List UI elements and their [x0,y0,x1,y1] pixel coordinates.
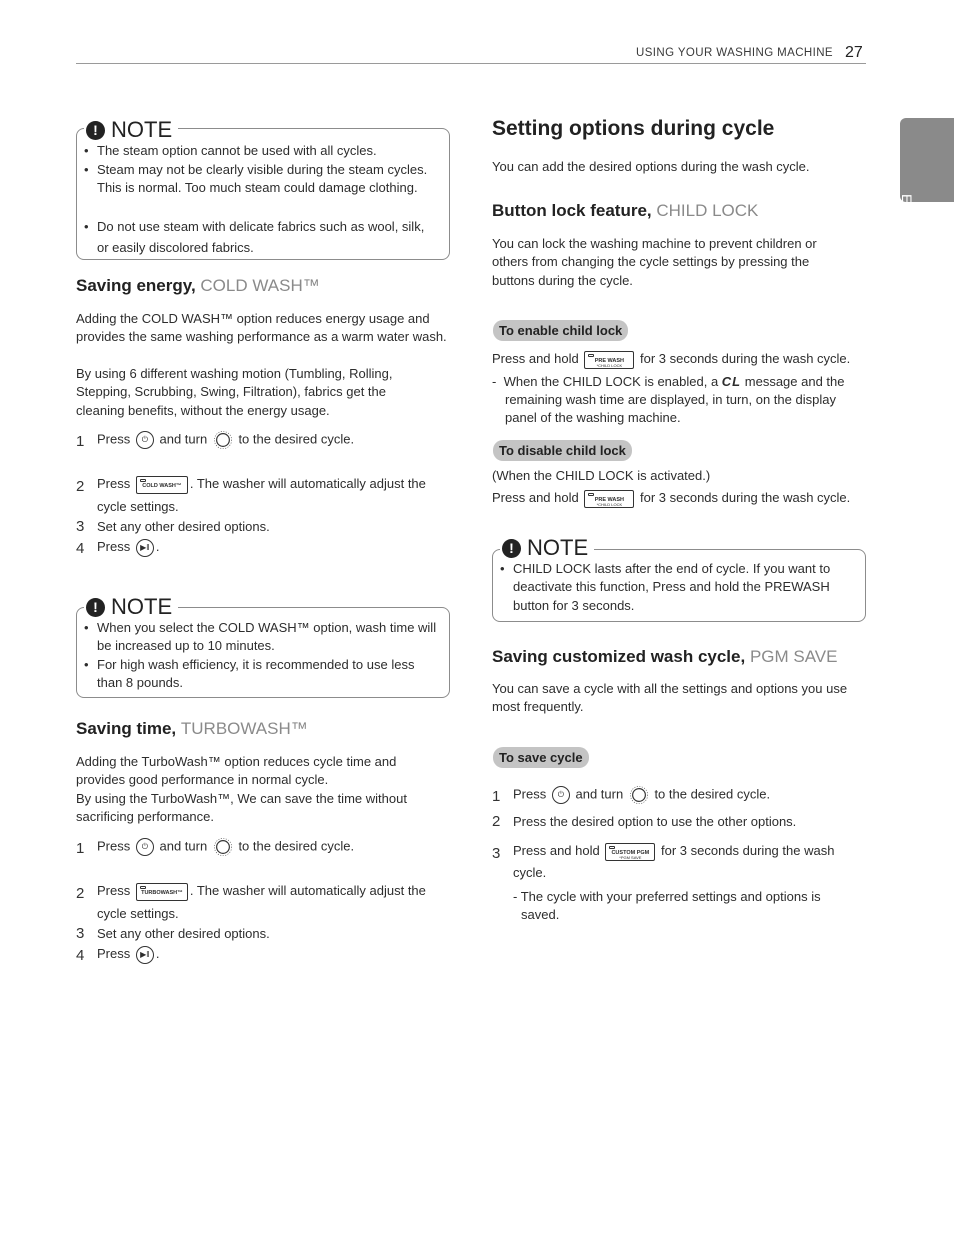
alert-icon: ! [502,539,521,558]
power-button-icon: ⏻ [136,838,154,856]
step-text: Press COLD WASH™ . The washer will automatically adjust the [97,475,426,494]
list-item: • Steam may not be clearly visible during the steam cycles. This is normal. Too much steam could damage clothing. [84,162,428,196]
custom-pgm-button-icon: CUSTOM PGM *PGM SAVE [605,843,655,861]
step-number: 2 [76,478,85,495]
step-text: cycle settings. [97,499,179,514]
section-heading-cold-wash: Saving energy, COLD WASH™ [76,276,320,295]
disable-child-lock-label: To disable child lock [493,440,632,461]
alert-icon: ! [86,598,105,617]
start-pause-icon: ▶‖ [136,539,154,557]
step-number: 3 [76,518,85,535]
list-item: • Do not use steam with delicate fabrics such as wool, silk, or easily discolored fabrics. [84,219,425,255]
prewash-button-icon: PRE WASH *CHILD LOCK [584,490,634,508]
alert-icon: ! [86,121,105,140]
step-text: Press ▶‖ . [97,538,159,557]
cycle-dial-icon [213,837,233,857]
paragraph: You can lock the washing machine to prevent children or others from changing the cycle settings by pressing the buttons during the cycle. [492,236,817,288]
step-text: Press the desired option to use the other options. [513,814,797,829]
paragraph: (When the CHILD LOCK is activated.) [492,468,711,483]
step-text: Press and hold PRE WASH *CHILD LOCK for 3 seconds during the wash cycle. [492,490,851,507]
section-heading-child-lock: Button lock feature, CHILD LOCK [492,201,759,220]
start-pause-icon: ▶‖ [136,946,154,964]
language-tab [899,118,954,270]
page-title: Setting options during cycle [492,117,775,140]
header-rule [76,63,866,64]
power-button-icon: ⏻ [552,786,570,804]
step-number: 2 [76,885,85,902]
step-text: Press and hold PRE WASH *CHILD LOCK for 3 seconds during the wash cycle. [492,351,851,368]
step-text: cycle. [513,865,547,880]
step-number: 4 [76,947,85,964]
step-text: cycle settings. [97,906,179,921]
paragraph: You can add the desired options during the wash cycle. [492,159,810,174]
running-header: USING YOUR WASHING MACHINE [636,47,833,59]
step-number: 1 [76,433,85,450]
step-number: 1 [492,788,501,805]
step-text: Set any other desired options. [97,519,270,534]
list-item: • When you select the COLD WASH™ option, wash time will be increased up to 10 minutes. [84,620,437,654]
list-item: • CHILD LOCK lasts after the end of cycle. If you want to deactivate this function, Press and hold the PREWASH button for 3 seconds. [500,561,831,613]
list-item: • The steam option cannot be used with all cycles. [84,143,377,158]
step-text: Press ▶‖ . [97,945,159,964]
step-text: Press TURBOWASH™ . The washer will automatically adjust the [97,882,426,901]
step-number: 3 [492,845,501,862]
prewash-button-icon: PRE WASH *CHILD LOCK [584,351,634,369]
note-title: ! NOTE [500,536,594,560]
step-text: Press ⏻ and turn to the desired cycle. [97,837,354,857]
page-number: 27 [845,44,863,61]
cycle-dial-icon [629,785,649,805]
section-heading-turbowash: Saving time, TURBOWASH™ [76,719,308,738]
step-number: 2 [492,813,501,830]
step-text: - When the CHILD LOCK is enabled, a CL message and the [492,374,845,389]
cold-wash-button-icon: COLD WASH™ [136,476,188,494]
enable-child-lock-label: To enable child lock [493,320,628,341]
child-lock-symbol: CL [721,374,742,389]
step-text: Press ⏻ and turn to the desired cycle. [513,785,770,805]
step-text: Set any other desired options. [97,926,270,941]
paragraph: By using 6 different washing motion (Tumbling, Rolling, Stepping, Scrubbing, Swing, Filtration), fabrics get the cleaning benefits, without the energy usage. [76,366,393,418]
step-number: 3 [76,925,85,942]
save-cycle-label: To save cycle [493,747,589,768]
power-button-icon: ⏻ [136,431,154,449]
list-item: • For high wash efficiency, it is recommended to use less than 8 pounds. [84,657,415,691]
step-text: Press ⏻ and turn to the desired cycle. [97,430,354,450]
paragraph: You can save a cycle with all the settings and options you use most frequently. [492,681,848,715]
step-number: 4 [76,540,85,557]
turbowash-button-icon: TURBOWASH™ [136,883,188,901]
language-tab-label: ENGLISH [899,194,915,270]
note-title: ! NOTE [84,118,178,142]
cycle-dial-icon [213,430,233,450]
section-heading-pgm-save: Saving customized wash cycle, PGM SAVE [492,647,838,666]
step-text: Press and hold CUSTOM PGM *PGM SAVE for 3 seconds during the wash [513,843,835,860]
paragraph: By using the TurboWash™, We can save the time without sacrificing performance. [76,791,407,825]
paragraph: Adding the TurboWash™ option reduces cycle time and provides good performance in normal cycle. [76,754,397,788]
step-text: remaining wash time are displayed, in turn, on the display panel of the washing machine. [505,392,836,426]
step-number: 1 [76,840,85,857]
paragraph: Adding the COLD WASH™ option reduces energy usage and provides the same washing performance as a warm water wash. [76,311,447,345]
step-subnote: - The cycle with your preferred settings and options is saved. [513,889,821,923]
note-title: ! NOTE [84,595,178,619]
